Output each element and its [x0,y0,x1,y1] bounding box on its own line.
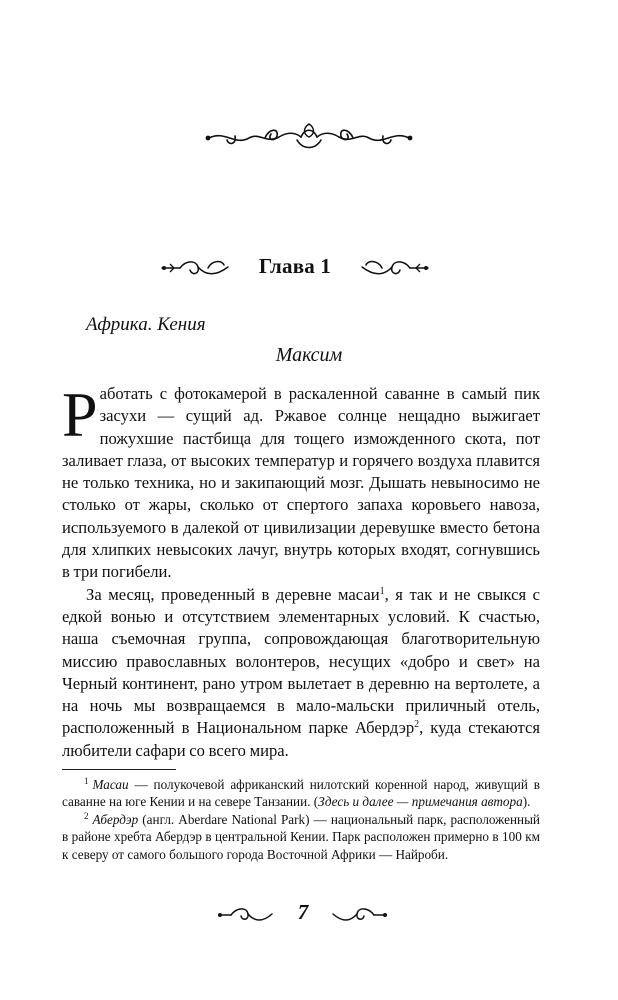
chapter-title: Глава 1 [258,254,332,278]
paragraph-2-text-b: , я так и не свыкся с едкой вонью и отсутствием элементарных условий. К счастью, наша съемочная группа, сопровождающая благотворительную миссию православных волонтеров, несущих «добро и свет» на Черный континент, рано утром вылетает в деревню на вертолете, а на ночь мы возвращаемся в мало-мальски приличный отель, расположенный в Национальном парке Абердэр [62,584,540,738]
flourish-right-icon [330,904,390,924]
paragraph-1 [62,379,540,584]
footnote-1 [62,776,540,811]
page-footer [0,898,618,928]
footnote-text: — полукочевой африканский нилотский коренной народ, живущий в саванне на юге Кении и на севере Танзании. ( [62,777,540,810]
footnote-2 [62,811,540,863]
footnote-term: Абердэр [92,811,139,827]
footnote-rule [62,769,176,770]
flourish-left-icon [215,904,275,924]
footnote-italic: Здесь и далее — примечания автора [318,794,523,810]
footnote-text-end: ). [522,794,531,810]
drop-cap: Р [62,379,98,450]
flourish-divider-icon [205,120,413,154]
pov-character: Максим [275,344,343,366]
location-subtitle: Африка. Кения [86,314,206,335]
footnote-ref-2: 2 [414,719,420,731]
paragraph-2 [62,584,540,762]
flourish-right-icon [358,256,432,278]
body-text [62,379,540,762]
paragraph-2-text-c: , куда стекаются любители сафари со всего мира. [62,718,540,760]
flourish-left-icon [158,256,232,278]
footnote-text: (англ. Aberdare National Park) — национальный парк, расположенный в районе хребта Абердэр в центральной Кении. Парк расположен примерно в 100 км к северу от самого большого города Восточной Африки — Найроби. [62,811,540,862]
paragraph-1-text: аботать с фотокамерой в раскаленной саванне в самый пик засухи — сущий ад. Ржавое солнце нещадно выжигает пожухшие пастбища для тощего изможденного скота, пот заливает глаза, от высоких температур и горячего воздуха плавится не только техника, но и закипающий мозг. Дышать невыносимо не столько от жары, сколько от спертого запаха коровьего навоза, используемого в далекой от цивилизации деревушке вместо бетона для хлипких невысоких лачуг, внутрь которых входят, согнувшись в три погибели. [62,384,540,582]
paragraph-2-text-a: За месяц, проведенный в деревне масаи [86,584,380,604]
footnotes [62,776,540,863]
footnote-mark: 1 [84,776,89,786]
chapter-heading [0,252,618,282]
footnote-ref-1: 1 [379,585,385,597]
footnote-term: Масаи [92,777,129,792]
footnote-mark: 2 [84,810,89,821]
page-number: 7 [297,900,309,924]
